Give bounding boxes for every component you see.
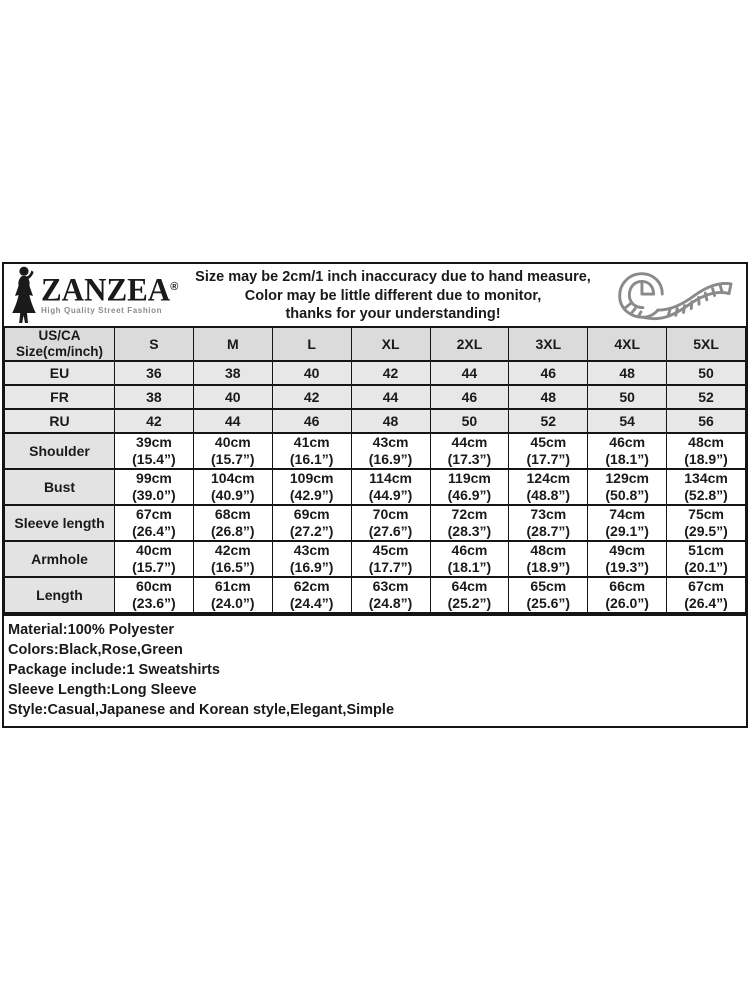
- measure-cell: [588, 541, 667, 577]
- measure-cell: [667, 469, 746, 505]
- measure-cell: [272, 505, 351, 541]
- inch-value: (15.7”): [132, 559, 176, 575]
- cm-value: 74cm: [609, 506, 646, 522]
- inch-value: (28.7”): [526, 523, 571, 539]
- measure-cell: [193, 505, 272, 541]
- inch-value: (25.6”): [526, 595, 571, 611]
- measure-cell: [588, 505, 667, 541]
- inch-value: (18.9”): [526, 559, 571, 575]
- measure-row: [5, 505, 746, 541]
- measure-cell: [667, 541, 746, 577]
- cm-value: 39cm: [136, 434, 172, 450]
- measure-cell: [272, 433, 351, 469]
- cm-value: 49cm: [609, 542, 646, 558]
- measure-row-label: Armhole: [5, 541, 115, 577]
- size-col-header-m: M: [193, 327, 272, 361]
- woman-silhouette-icon: [9, 266, 39, 324]
- cm-value: 63cm: [372, 578, 409, 594]
- inch-value: (39.0”): [132, 487, 176, 503]
- cm-value: 70cm: [372, 506, 409, 522]
- measure-cell: [351, 577, 430, 613]
- cm-value: 67cm: [688, 578, 724, 594]
- cm-value: 134cm: [684, 470, 728, 486]
- measure-cell: [272, 541, 351, 577]
- measure-row: [5, 577, 746, 613]
- inch-value: (25.2”): [447, 595, 492, 611]
- detail-line: Package include:1 Sweatshirts: [8, 662, 220, 678]
- measure-cell: [430, 505, 509, 541]
- inch-value: (48.8”): [526, 487, 571, 503]
- cm-value: 40cm: [214, 434, 251, 450]
- header-band: [4, 264, 746, 326]
- cm-value: 43cm: [372, 434, 409, 450]
- size-col-header-xl: XL: [351, 327, 430, 361]
- detail-line: Sleeve Length:Long Sleeve: [8, 682, 197, 698]
- cm-value: 66cm: [609, 578, 646, 594]
- inch-value: (16.9”): [368, 451, 413, 467]
- measure-cell: [509, 577, 588, 613]
- measure-cell: [115, 433, 194, 469]
- size-col-header-l: L: [272, 327, 351, 361]
- cm-value: 45cm: [530, 434, 567, 450]
- measure-cell: [430, 577, 509, 613]
- inch-value: (50.8”): [605, 487, 649, 503]
- cm-value: 99cm: [136, 470, 172, 486]
- inch-value: (17.3”): [447, 451, 492, 467]
- size-col-header-2xl: 2XL: [430, 327, 509, 361]
- measure-row-label: Bust: [5, 469, 115, 505]
- cm-value: 62cm: [293, 578, 330, 594]
- inch-value: (17.7”): [368, 559, 413, 575]
- size-col-header-4xl: 4XL: [588, 327, 667, 361]
- measure-cell: [351, 469, 430, 505]
- measure-cell: [115, 469, 194, 505]
- region-row-fr: [5, 385, 746, 409]
- cm-value: 124cm: [526, 470, 571, 486]
- cm-value: 46cm: [609, 434, 646, 450]
- measure-cell: [193, 541, 272, 577]
- size-table: [4, 326, 746, 614]
- region-cell: 54: [588, 409, 667, 433]
- cm-value: 72cm: [451, 506, 488, 522]
- cm-value: 67cm: [136, 506, 172, 522]
- inch-value: (26.4”): [132, 523, 176, 539]
- cm-value: 44cm: [451, 434, 488, 450]
- inch-value: (18.1”): [605, 451, 649, 467]
- inch-value: (18.9”): [684, 451, 728, 467]
- inch-value: (24.0”): [211, 595, 255, 611]
- cm-value: 114cm: [369, 470, 412, 486]
- region-cell: 44: [430, 361, 509, 385]
- region-cell: 42: [272, 385, 351, 409]
- region-cell: 48: [509, 385, 588, 409]
- inch-value: (27.2”): [289, 523, 334, 539]
- inch-value: (26.0”): [605, 595, 649, 611]
- measure-cell: [588, 469, 667, 505]
- cm-value: 68cm: [214, 506, 251, 522]
- cm-value: 40cm: [136, 542, 172, 558]
- region-cell: 46: [430, 385, 509, 409]
- inch-value: (28.3”): [447, 523, 492, 539]
- measure-cell: [430, 433, 509, 469]
- cm-value: 46cm: [451, 542, 488, 558]
- region-cell: 46: [509, 361, 588, 385]
- size-col-header-3xl: 3XL: [509, 327, 588, 361]
- measure-cell: [193, 469, 272, 505]
- measure-cell: [351, 505, 430, 541]
- inch-value: (18.1”): [447, 559, 492, 575]
- cm-value: 73cm: [530, 506, 567, 522]
- cm-value: 48cm: [530, 542, 567, 558]
- inch-value: (23.6”): [132, 595, 176, 611]
- region-cell: 44: [193, 409, 272, 433]
- measure-cell: [667, 505, 746, 541]
- inch-value: (19.3”): [605, 559, 649, 575]
- inch-value: (29.1”): [605, 523, 649, 539]
- brand-text: [41, 271, 179, 315]
- region-cell: 50: [430, 409, 509, 433]
- measure-cell: [193, 577, 272, 613]
- inch-value: (26.4”): [684, 595, 728, 611]
- cm-value: 104cm: [211, 470, 255, 486]
- measure-cell: [509, 433, 588, 469]
- region-cell: 42: [351, 361, 430, 385]
- measure-cell: [509, 469, 588, 505]
- inch-value: (24.4”): [289, 595, 334, 611]
- corner-line-2: Size(cm/inch): [15, 344, 104, 359]
- disclaimer-line-1: Size may be 2cm/1 inch inaccuracy due to hand measure,: [195, 269, 591, 286]
- measure-cell: [351, 433, 430, 469]
- cm-value: 51cm: [688, 542, 724, 558]
- inch-value: (26.8”): [211, 523, 255, 539]
- cm-value: 129cm: [605, 470, 649, 486]
- region-row-eu: [5, 361, 746, 385]
- product-details: [4, 614, 746, 726]
- cm-value: 109cm: [289, 470, 334, 486]
- region-cell: 48: [588, 361, 667, 385]
- measure-cell: [667, 577, 746, 613]
- inch-value: (16.5”): [211, 559, 255, 575]
- measuring-tape-icon: [600, 265, 740, 325]
- disclaimer-line-2: Color may be little different due to monitor,: [244, 287, 542, 304]
- brand-logo: [4, 266, 192, 324]
- cm-value: 64cm: [451, 578, 488, 594]
- cm-value: 119cm: [448, 470, 491, 486]
- measure-cell: [430, 469, 509, 505]
- detail-line: Colors:Black,Rose,Green: [8, 642, 183, 658]
- cm-value: 69cm: [293, 506, 330, 522]
- brand-name: ZANZEA: [41, 271, 171, 308]
- measure-row: [5, 541, 746, 577]
- inch-value: (44.9”): [368, 487, 413, 503]
- detail-line: Material:100% Polyester: [8, 622, 175, 638]
- measure-cell: [509, 505, 588, 541]
- region-cell: 52: [667, 385, 746, 409]
- inch-value: (15.7”): [211, 451, 255, 467]
- region-cell: 50: [667, 361, 746, 385]
- measure-cell: [588, 433, 667, 469]
- inch-value: (52.8”): [684, 487, 728, 503]
- disclaimer-line-3: thanks for your understanding!: [285, 306, 501, 323]
- region-cell: 52: [509, 409, 588, 433]
- measure-cell: [115, 577, 194, 613]
- inch-value: (15.4”): [132, 451, 176, 467]
- measure-cell: [588, 577, 667, 613]
- measure-cell: [272, 577, 351, 613]
- cm-value: 65cm: [530, 578, 567, 594]
- cm-value: 60cm: [136, 578, 172, 594]
- region-row-label: EU: [5, 361, 115, 385]
- measure-cell: [667, 433, 746, 469]
- region-row-ru: [5, 409, 746, 433]
- region-cell: 42: [115, 409, 194, 433]
- tape-icon-box: [594, 265, 746, 325]
- inch-value: (29.5”): [684, 523, 728, 539]
- region-cell: 50: [588, 385, 667, 409]
- size-col-header-s: S: [115, 327, 194, 361]
- measure-cell: [272, 469, 351, 505]
- inch-value: (24.8”): [368, 595, 413, 611]
- brand-tagline: High Quality Street Fashion: [41, 306, 163, 315]
- cm-value: 45cm: [372, 542, 409, 558]
- inch-value: (40.9”): [211, 487, 255, 503]
- region-cell: 38: [115, 385, 194, 409]
- size-col-header-5xl: 5XL: [667, 327, 746, 361]
- cm-value: 75cm: [688, 506, 724, 522]
- inch-value: (42.9”): [289, 487, 334, 503]
- cm-value: 42cm: [214, 542, 251, 558]
- measure-cell: [115, 505, 194, 541]
- measure-cell: [509, 541, 588, 577]
- measure-cell: [351, 541, 430, 577]
- size-chart-sheet: [2, 262, 748, 728]
- region-cell: 40: [193, 385, 272, 409]
- inch-value: (46.9”): [447, 487, 492, 503]
- corner-line-1: US/CA: [38, 328, 81, 343]
- region-cell: 38: [193, 361, 272, 385]
- region-cell: 46: [272, 409, 351, 433]
- measure-row: [5, 433, 746, 469]
- region-cell: 48: [351, 409, 430, 433]
- inch-value: (17.7”): [526, 451, 571, 467]
- measure-cell: [115, 541, 194, 577]
- cm-value: 48cm: [688, 434, 724, 450]
- measure-row-label: Shoulder: [5, 433, 115, 469]
- inch-value: (16.1”): [289, 451, 334, 467]
- region-cell: 40: [272, 361, 351, 385]
- cm-value: 43cm: [293, 542, 330, 558]
- region-row-label: FR: [5, 385, 115, 409]
- measure-row-label: Sleeve length: [5, 505, 115, 541]
- region-row-label: RU: [5, 409, 115, 433]
- region-cell: 36: [115, 361, 194, 385]
- registered-mark-icon: ®: [170, 281, 179, 293]
- detail-line: Style:Casual,Japanese and Korean style,Elegant,Simple: [8, 702, 395, 718]
- size-table-corner-cell: [5, 327, 115, 361]
- measure-row: [5, 469, 746, 505]
- region-cell: 56: [667, 409, 746, 433]
- inch-value: (27.6”): [368, 523, 413, 539]
- measure-disclaimer: [192, 266, 594, 324]
- measure-row-label: Length: [5, 577, 115, 613]
- region-cell: 44: [351, 385, 430, 409]
- cm-value: 41cm: [293, 434, 330, 450]
- cm-value: 61cm: [214, 578, 251, 594]
- measure-cell: [193, 433, 272, 469]
- measure-cell: [430, 541, 509, 577]
- size-header-row: [5, 327, 746, 361]
- inch-value: (16.9”): [289, 559, 334, 575]
- inch-value: (20.1”): [684, 559, 728, 575]
